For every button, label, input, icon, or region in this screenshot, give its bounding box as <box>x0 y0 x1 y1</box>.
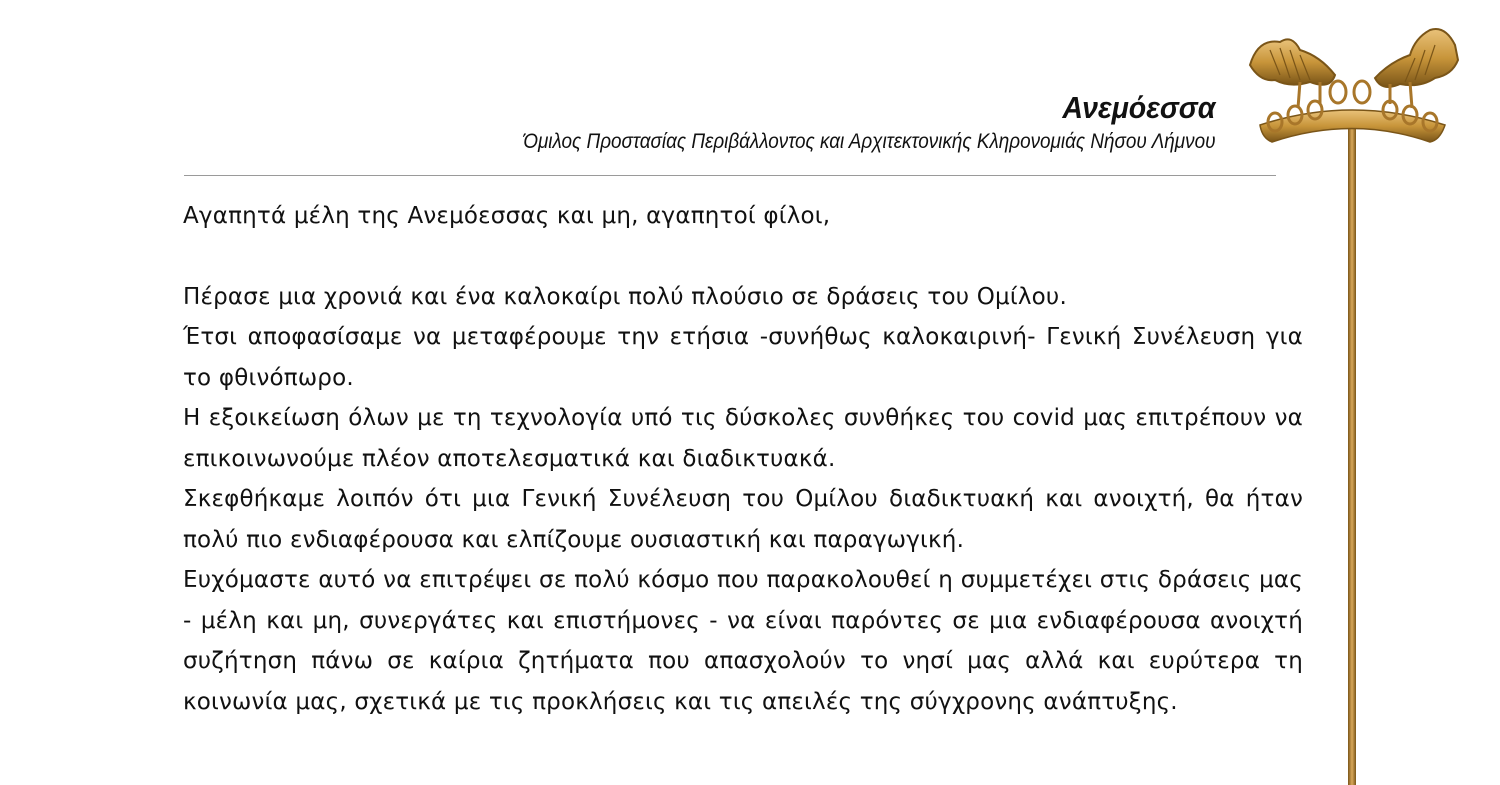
organization-title: Ανεμόεσσα <box>1061 90 1215 125</box>
letter-paragraph: Σκεφθήκαμε λοιπόν ότι μια Γενική Συνέλευση του Ομίλου διαδικτυακή και ανοιχτή, θα ήταν πολύ πιο ενδιαφέρουσα και ελπίζουμε ουσιαστική και παραγωγική. <box>183 486 1303 553</box>
letter-paragraph: Πέρασε μια χρονιά και ένα καλοκαίρι πολύ πλούσιο σε δράσεις του Ομίλου. <box>183 283 1067 310</box>
header-divider <box>184 175 1276 176</box>
letter-paragraph: Η εξοικείωση όλων με τη τεχνολογία υπό τις δύσκολες συνθήκες του covid μας επιτρέπουν να επικοινωνούμε πλέον αποτελεσματικά και διαδικτυακά. <box>183 405 1303 472</box>
organization-subtitle: Όμιλος Προστασίας Περιβάλλοντος και Αρχιτεκτονικής Κληρονομιάς Νήσου Λήμνου <box>522 130 1215 153</box>
letter-paragraph: Ευχόμαστε αυτό να επιτρέψει σε πολύ κόσμο που παρακολουθεί η συμμετέχει στις δράσεις μας - μέλη και μη, συνεργάτες και επιστήμονες - να είναι παρόντες σε μια ενδιαφέρουσα ανοιχτή συζήτηση πάνω σε καίρια ζητήματα που απασχολούν το νησί μας αλλά και ευρύτερα τη κοινωνία μας, σχετικά με τις προκλήσεις και τις απειλές της σύγχρονης ανάπτυξης. <box>183 567 1303 715</box>
letter-body <box>183 196 1303 722</box>
letter-salutation: Αγαπητά μέλη της Ανεμόεσσας και μη, αγαπητοί φίλοι, <box>183 203 831 229</box>
letter-paragraph: Έτσι αποφασίσαμε να μεταφέρουμε την ετήσια -συνήθως καλοκαιρινή- Γενική Συνέλευση για το φθινόπωρο. <box>183 324 1303 391</box>
